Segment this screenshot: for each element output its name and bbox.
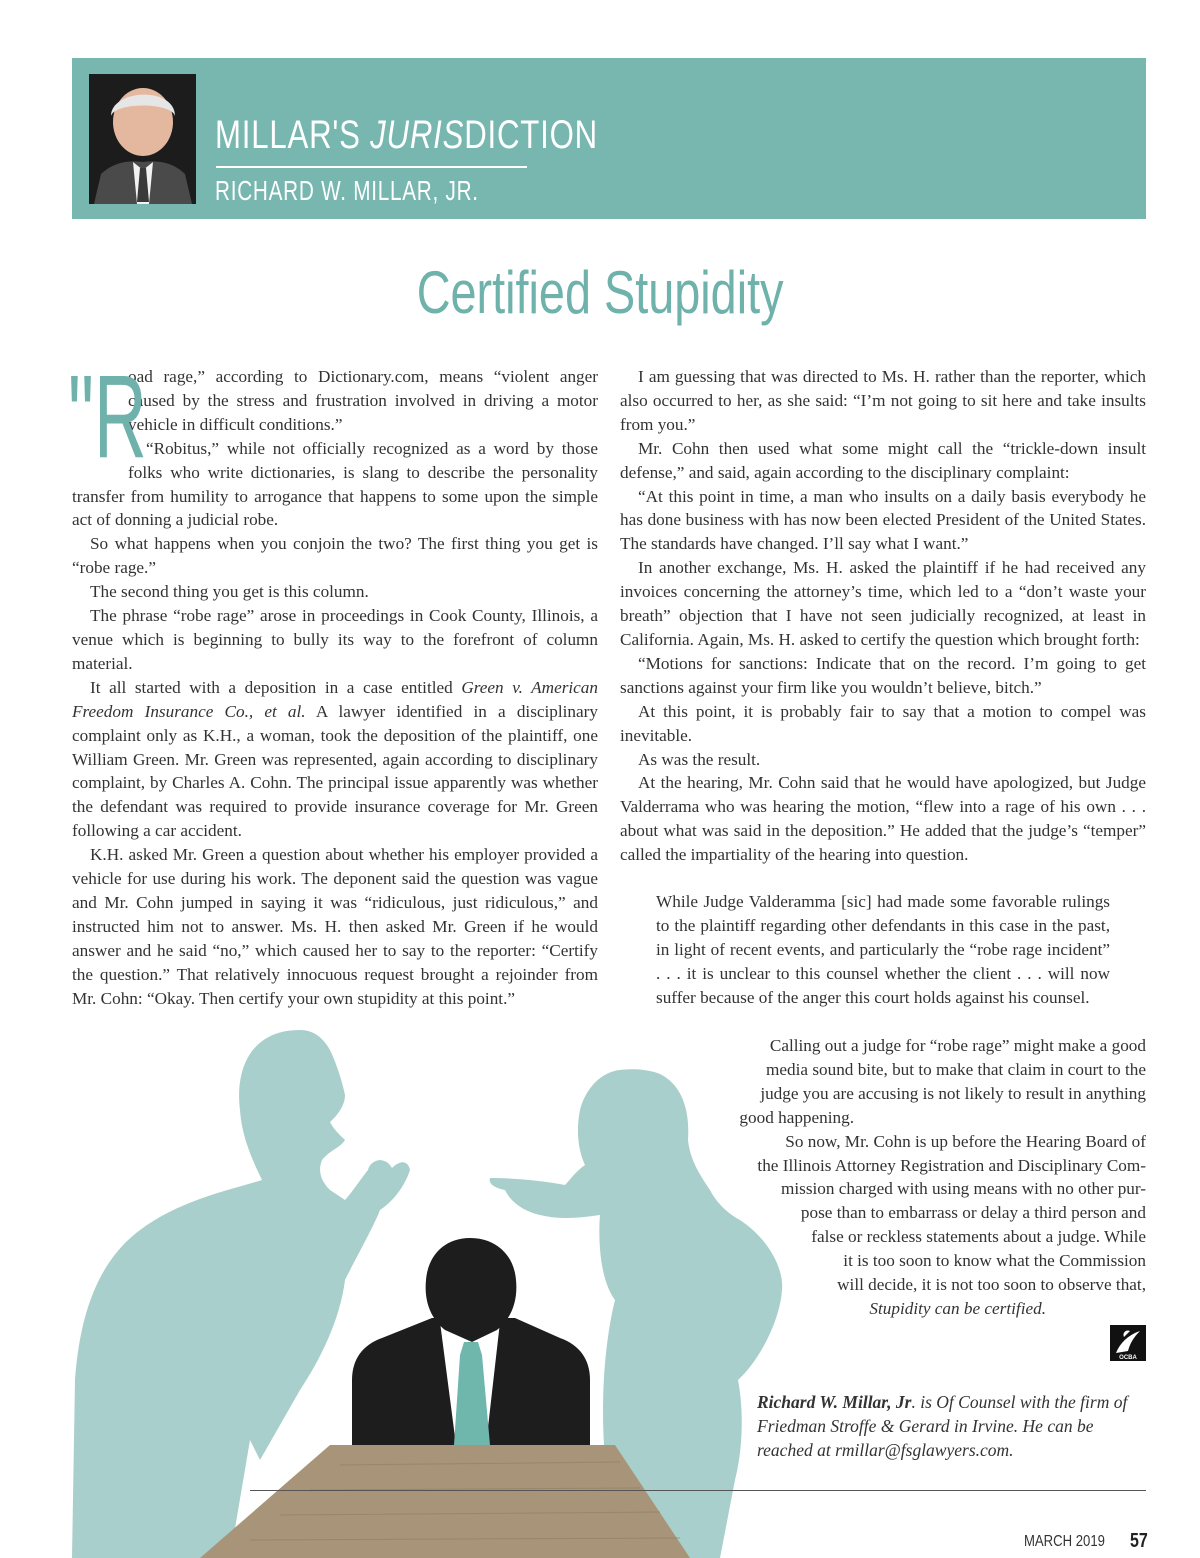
paragraph: In another exchange, Ms. H. asked the plaintiff if he had received any invoices concerning the attorney’s time, which led to a “don’t waste your breath” objection that I have not seen judicially recognized, at least in California. Again, Ms. H. asked to certify the question which brought forth: xyxy=(620,558,1146,649)
bio-text: . is Of Counsel with the firm of Friedman Stroffe & Gerard in Irvine. He can be reached at rmillar@fsglawyers.com. xyxy=(757,1392,1128,1460)
tail-line: the Illinois Attorney Registration and Disciplinary Com- xyxy=(757,1155,1146,1175)
paragraph: “At this point in time, a man who insults on a daily basis everybody he has done business with has now been elected President of the United States. The standards have changed. I’ll say what I want.” xyxy=(620,486,1146,554)
page-number: 57 xyxy=(1130,1530,1148,1552)
paragraph: The second thing you get is this column. xyxy=(90,582,369,602)
author-bio xyxy=(757,1390,1147,1462)
footer-divider xyxy=(250,1490,1146,1491)
paragraph: oad rage,” according to Dictionary.com, means “violent anger caused by the stress and frustration involved in driving a motor vehicle in difficult conditions.” xyxy=(128,367,598,434)
article-tail xyxy=(600,1034,1146,1321)
paragraph: The phrase “robe rage” arose in proceedings in Cook County, Illinois, a venue which is beginning to bully its way to the forefront of column material. xyxy=(72,606,598,673)
ocba-logo-icon xyxy=(1110,1325,1146,1361)
paragraph: Mr. Cohn then used what some might call the “trickle-down insult defense,” and said, again according to the disciplinary complaint: xyxy=(620,438,1146,482)
tail-line: will decide, it is not too soon to observe that, xyxy=(837,1275,1146,1295)
tail-line: media sound bite, but to make that claim in court to the xyxy=(766,1059,1146,1079)
paragraph: So what happens when you conjoin the two? The first thing you get is “robe rage.” xyxy=(72,534,598,578)
paragraph: K.H. asked Mr. Green a question about whether his employer provided a vehicle for use during his work. The deponent said the question was vague and Mr. Cohn jumped in saying it was “ridiculous, just ridiculous,” and instructed him not to answer. Ms. H. then asked Mr. Green if he would answer and he said “no,” which caused her to say to the reporter: “Certify the question.” That relatively innocuous request brought a rejoinder from Mr. Cohn: “Okay. Then certify your own stupidity at this point.” xyxy=(72,845,598,1008)
article-column-1 xyxy=(68,351,598,1010)
paragraph: At this point, it is probably fair to say that a motion to compel was inevitable. xyxy=(620,701,1146,745)
article-column-2 xyxy=(620,365,1146,867)
paragraph: It all started with a deposition in a case entitled Green v. American Freedom Insurance Co., et al. A lawyer identified in a disciplinary complaint only as K.H., a woman, took the deposition of the plaintiff, one William Green. Mr. Green was represented, again according to disciplinary complaint, by Charles A. Cohn. The principal issue apparently was whether the defendant was required to provide insurance coverage for Mr. Green following a car accident. xyxy=(72,677,598,841)
closing-line: Stupidity can be certified. xyxy=(869,1298,1046,1318)
tail-line: mission charged with using means with no other pur- xyxy=(781,1179,1146,1199)
block-quote xyxy=(656,890,1110,1010)
author-photo xyxy=(89,74,196,204)
tail-line: pose than to embarrass or delay a third person and xyxy=(800,1203,1146,1223)
paragraph: I am guessing that was directed to Ms. H. rather than the reporter, which also occurred to her, as she said: “I’m not going to sit here and take insults from you.” xyxy=(620,367,1146,434)
tail-line: Calling out a judge for “robe rage” might make a good xyxy=(769,1036,1146,1055)
paragraph: As was the result. xyxy=(638,749,761,769)
author-byline: RICHARD W. MILLAR, JR. xyxy=(215,175,479,206)
case-name: Green v. American Freedom Insurance Co., et al. xyxy=(72,677,598,721)
quote-text: While Judge Valderamma [sic] had made some favorable rulings to the plaintiff regarding other defendants in this case in the past, in light of recent events, and particularly the “robe rage incident” . . . it is unclear to this counsel whether the client . . . will now suffer because of the anger this court holds against his counsel. xyxy=(656,892,1110,1007)
issue-date: MARCH 2019 xyxy=(1024,1533,1105,1550)
tail-line: it is too soon to know what the Commission xyxy=(843,1251,1146,1271)
tail-line: So now, Mr. Cohn is up before the Hearing Board of xyxy=(785,1131,1146,1151)
paragraph: “Motions for sanctions: Indicate that on the record. I’m going to get sanctions against your firm like you wouldn’t believe, bitch.” xyxy=(620,653,1146,697)
tail-line: false or reckless statements about a judge. While xyxy=(811,1227,1146,1247)
header-divider xyxy=(216,166,527,168)
author-portrait-image xyxy=(89,74,196,204)
tail-line: good happening. xyxy=(739,1107,854,1127)
tail-line: judge you are accusing is not likely to result in anything xyxy=(760,1083,1146,1103)
bio-name: Richard W. Millar, Jr xyxy=(757,1392,912,1412)
drop-cap: "R xyxy=(68,351,147,483)
article-title: Certified Stupidity xyxy=(416,259,784,326)
paragraph: At the hearing, Mr. Cohn said that he would have apologized, but Judge Valderrama who was hearing the motion, “flew into a rage of his own . . . about what was said in the deposition.” He added that the judge’s “temper” called the impartiality of the hearing into question. xyxy=(620,773,1146,865)
column-name: MILLAR'S JURISDICTION xyxy=(215,113,598,157)
logo-text: OCBA xyxy=(1119,1355,1137,1361)
paragraph: “Robitus,” while not officially recognized as a word by those folks who write dictionaries, is slang to describe the personality transfer from humility to arrogance that happens to some upon the simple act of donning a judicial robe. xyxy=(72,438,598,530)
